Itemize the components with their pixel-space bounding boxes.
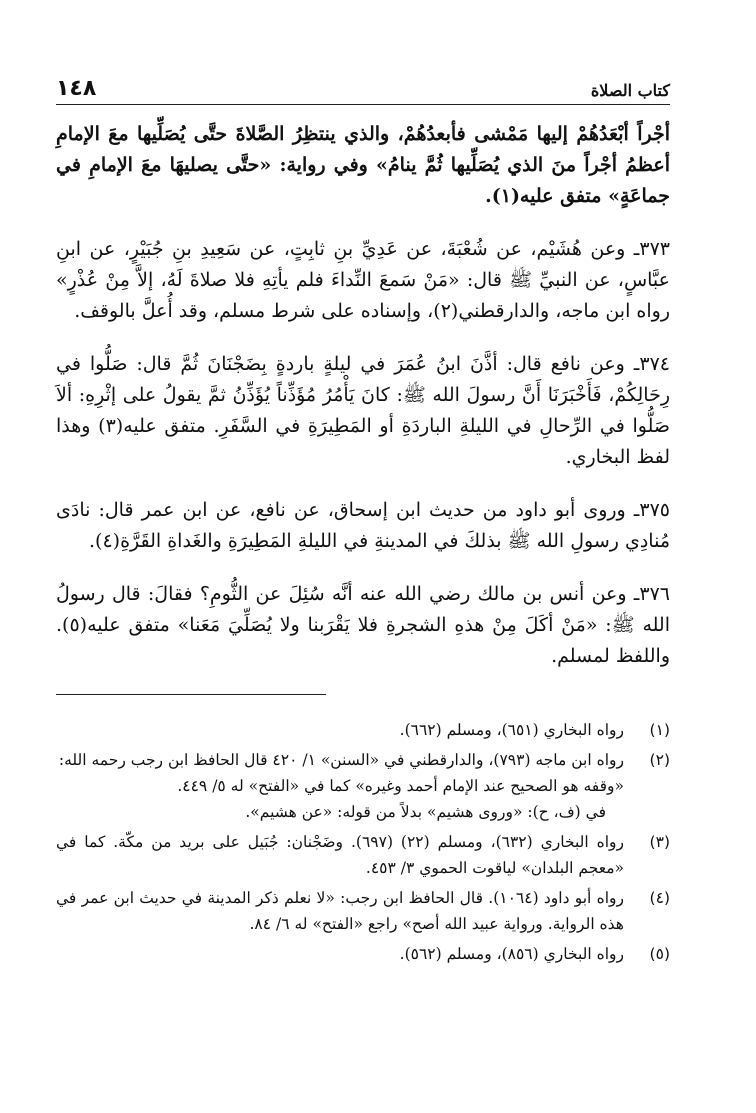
footnote-5 xyxy=(56,941,670,967)
running-title: كتاب الصلاة xyxy=(590,81,670,100)
footnote-number: (٥) xyxy=(649,945,670,963)
footnote-text: رواه البخاري (٦٥١)، ومسلم (٦٦٢). xyxy=(399,721,624,739)
footnote-1 xyxy=(56,717,670,743)
footnote-2 xyxy=(56,747,670,825)
footnote-number: (٢) xyxy=(649,751,670,769)
book-page xyxy=(56,74,670,971)
footnote-number: (٣) xyxy=(649,833,670,851)
footnote-text-quote: «وقفه هو الصحيح عند الإمام أحمد وغيره» كما في «الفتح» له ٥/ ٤٤٩. xyxy=(177,777,624,795)
footnote-text-note: في (ف، ح): «وروى هشيم» بدلاً من قوله: «عن هشيم». xyxy=(245,803,606,821)
footnote-3 xyxy=(56,829,670,881)
footnote-4 xyxy=(56,885,670,937)
footnote-text: رواه ابن ماجه (٧٩٣)، والدارقطني في «السنن» ١/ ٤٢٠ قال الحافظ ابن رجب رحمه الله: xyxy=(58,751,624,769)
hadith-375: ٣٧٥ـ وروى أبو داود من حديث ابن إسحاق، عن نافع، عن ابن عمر قال: نادَى مُنادِي رسولِ الله ﷺ بذلكَ في المدينةِ في الليلةِ المَطِيرَةِ والغَداةِ القَرَّةِ(٤). xyxy=(56,499,670,552)
hadith-376: ٣٧٦ـ وعن أنس بن مالك رضي الله عنه أنَّه سُئِلَ عن الثُّومِ؟ فقالَ: قال رسولُ الله ﷺ: «مَنْ أكَلَ مِنْ هذهِ الشجرةِ فلا يَقْرَبنا ولا يُصَلِّيَ مَعَنا» متفق عليه(٥). واللفظ لمسلم. xyxy=(56,583,670,667)
footnote-text: رواه أبو داود (١٠٦٤). قال الحافظ ابن رجب: «لا نعلم ذكر المدينة في حديث ابن عمر في هذه الرواية. ورواية عبيد الله أصح» راجع «الفتح» له ٦/ ٨٤. xyxy=(56,889,624,933)
paragraph-continuation: أجْراً أبْعَدُهُمْ إليها مَمْشى فأبعدُهُمْ، والذي ينتظِرُ الصَّلاةَ حتَّى يُصَلِّيها معَ الإمامِ أعظمُ أجْراً منَ الذي يُصَلِّيها ثُمَّ ينامُ» وفي رواية: «حتَّى يصليهَا معَ الإمامِ في جماعَةٍ» متفق عليه(١). xyxy=(56,123,670,207)
footnote-number: (١) xyxy=(649,721,670,739)
hadith-374: ٣٧٤ـ وعن نافع قال: أذَّنَ ابنُ عُمَرَ في ليلةٍ باردةٍ بِضَجْنَانَ ثُمَّ قال: صَلُّوا في رِحَالِكُمْ، فَأَخْبَرَنَا أَنَّ رسولَ الله ﷺ: كانَ يَأْمُرُ مُؤَذِّناً يُؤَذِّنُ ثمَّ يقولُ على إثْرِهِ: ألاَ صَلُّوا في الرِّحالِ في الليلةِ الباردَةِ أو المَطِيرَةِ في السَّفَرِ. متفق عليه(٣) وهذا لفظ البخاري. xyxy=(56,353,671,468)
footnote-text: رواه البخاري (٨٥٦)، ومسلم (٥٦٢). xyxy=(399,945,624,963)
footnotes xyxy=(56,717,670,967)
main-text xyxy=(56,119,670,672)
page-header xyxy=(56,74,670,105)
footnote-text: رواه البخاري (٦٣٢)، ومسلم (٢٢) (٦٩٧). وضَجْنان: جُبَيل على بريد من مكّة. كما في «معجم البلدان» لياقوت الحموي ٣/ ٤٥٣. xyxy=(56,833,624,877)
page-number: ١٤٨ xyxy=(56,76,97,101)
footnote-separator xyxy=(56,694,326,695)
hadith-373: ٣٧٣ـ وعن هُشَيْم، عن شُعْبَةَ، عن عَدِيِّ بنِ ثابِتٍ، عن سَعِيدِ بنِ جُبَيْرٍ، عن ابنِ عبَّاسٍ، عن النبيِّ ﷺ قال: «مَنْ سَمعَ النِّداءَ فلم يأتِهِ فلا صلاةَ لَهُ، إلاَّ مِنْ عُذْرٍ» رواه ابن ماجه، والدارقطني(٢)، وإسناده على شرط مسلم، وقد أُعلَّ بالوقف. xyxy=(56,238,670,322)
footnote-number: (٤) xyxy=(649,889,670,907)
